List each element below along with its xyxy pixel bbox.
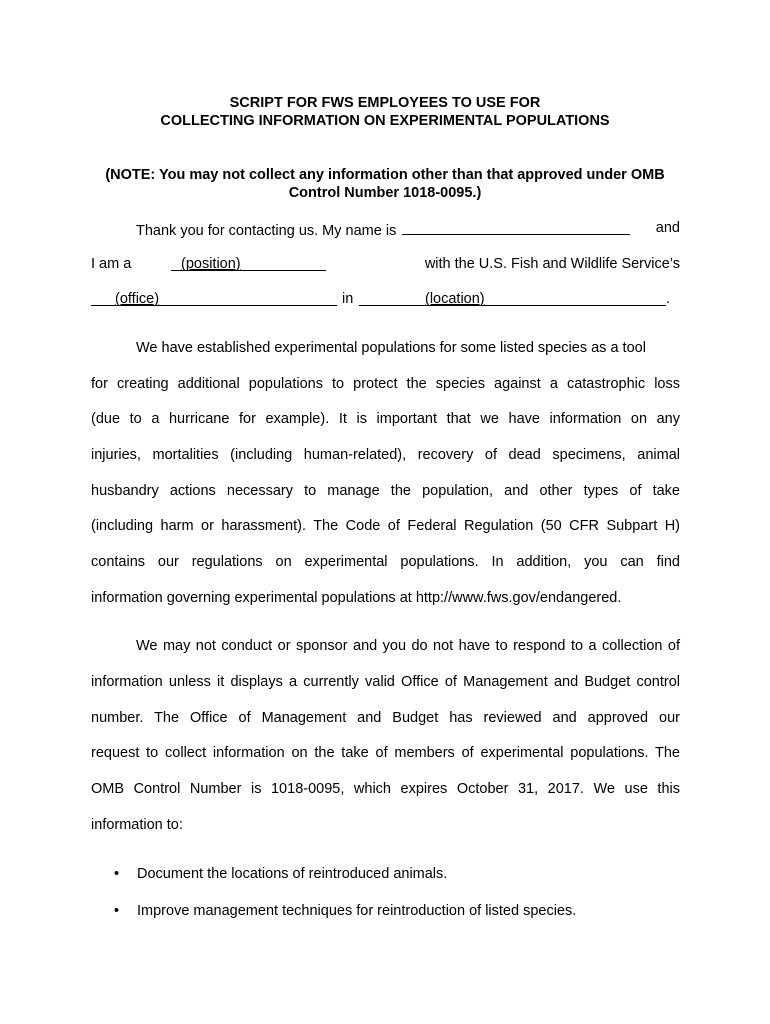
- paragraph-2-line-6: information to:: [91, 817, 183, 833]
- paragraph-1-line-7: contains our regulations on experimental populations. In addition, you can find: [91, 554, 680, 570]
- paragraph-2-line-3: number. The Office of Management and Budget has reviewed and approved our: [91, 710, 680, 726]
- paragraph-1-line-5: husbandry actions necessary to manage the population, and other types of take: [91, 483, 680, 499]
- paragraph-1-line-4: injuries, mortalities (including human-related), recovery of dead specimens, animal: [91, 447, 680, 463]
- paragraph-1-line-6: (including harm or harassment). The Code of Federal Regulation (50 CFR Subpart H): [91, 518, 680, 534]
- paragraph-2-line-1: We may not conduct or sponsor and you do not have to respond to a collection of: [136, 638, 680, 654]
- intro-i-am-a-text: I am a: [91, 256, 132, 272]
- paragraph-1-line-1: We have established experimental populations for some listed species as a tool: [136, 340, 646, 356]
- paragraph-1-line-8: information governing experimental populations at http://www.fws.gov/endangered.: [91, 590, 622, 606]
- paragraph-2-line-2: information unless it displays a currently valid Office of Management and Budget control: [91, 674, 680, 690]
- bullet-icon: •: [114, 903, 120, 919]
- paragraph-2-line-4: request to collect information on the take of members of experimental populations. The: [91, 745, 680, 761]
- bullet-item-1: Document the locations of reintroduced animals.: [137, 866, 448, 882]
- intro-in-text: in: [342, 291, 354, 307]
- location-blank-field[interactable]: [359, 290, 666, 306]
- office-blank-field[interactable]: [91, 290, 337, 306]
- intro-period-text: .: [666, 291, 671, 307]
- bullet-icon: •: [114, 866, 120, 882]
- intro-with-the-text: with the U.S. Fish and Wildlife Service’s: [424, 256, 680, 272]
- document-title-line-1: SCRIPT FOR FWS EMPLOYEES TO USE FOR: [229, 95, 541, 111]
- paragraph-2-line-5: OMB Control Number is 1018-0095, which expires October 31, 2017. We use this: [91, 781, 680, 797]
- note-line-1: (NOTE: You may not collect any information other than that approved under OMB: [105, 167, 665, 183]
- bullet-item-2: Improve management techniques for reintroduction of listed species.: [137, 903, 577, 919]
- office-placeholder: (office): [115, 291, 160, 307]
- name-blank-field[interactable]: [402, 219, 630, 235]
- location-placeholder: (location): [425, 291, 485, 307]
- paragraph-1-line-3: (due to a hurricane for example). It is important that we have information on any: [91, 411, 680, 427]
- document-title-line-2: COLLECTING INFORMATION ON EXPERIMENTAL POPULATIONS: [160, 113, 610, 129]
- intro-line-1: [136, 219, 680, 240]
- position-placeholder: (position): [181, 256, 241, 272]
- paragraph-1-line-2: for creating additional populations to protect the species against a catastrophic loss: [91, 376, 680, 392]
- note-line-2: Control Number 1018-0095.): [288, 185, 482, 201]
- intro-thank-you-text: Thank you for contacting us. My name is: [136, 223, 397, 239]
- position-blank-field[interactable]: [171, 255, 326, 271]
- intro-and-text: and: [655, 220, 680, 236]
